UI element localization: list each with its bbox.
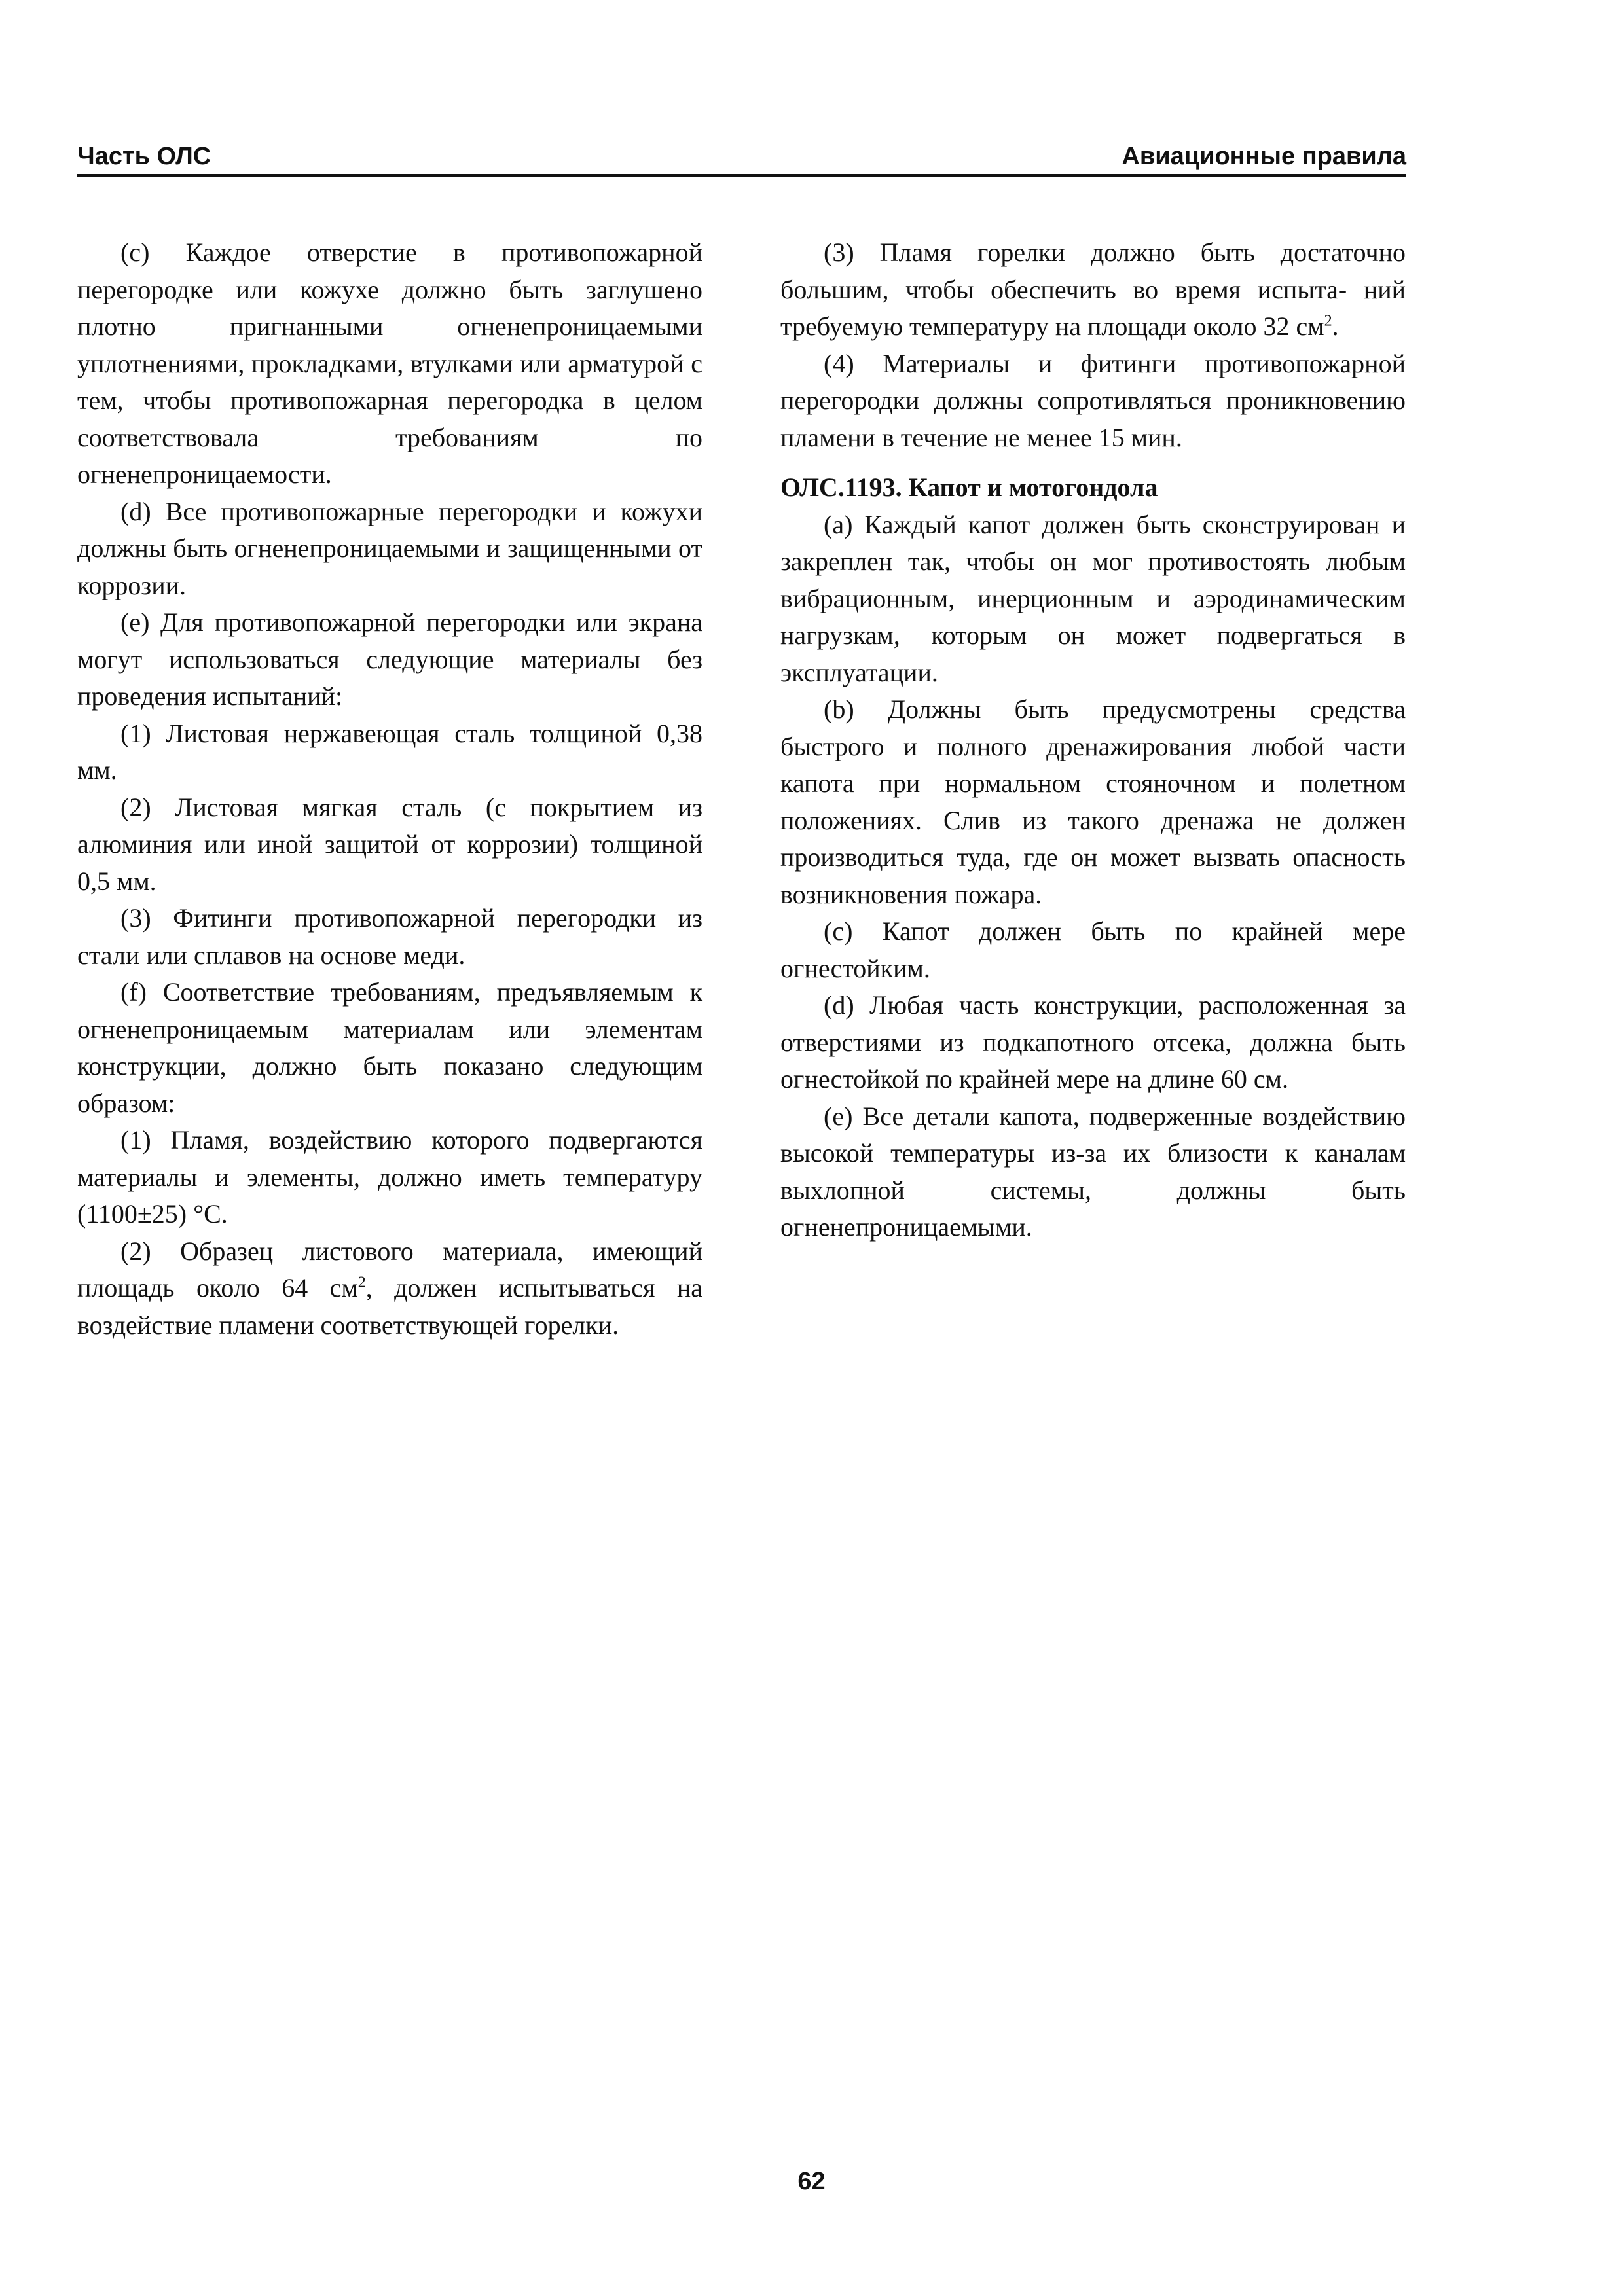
- paragraph: (d) Любая часть конструкции, расположенная за отверстиями из подкапотного отсека, должна быть огнестойкой по крайней мере на длине 60 см.: [780, 990, 1406, 1094]
- section-title: ОЛС.1193. Капот и мотогондола: [780, 473, 1158, 502]
- superscript: 2: [357, 1274, 366, 1291]
- paragraph: [77, 1233, 702, 1344]
- paragraph: (e) Для противопожарной перегородки или экрана могут использоваться следующие материалы без проведения испытаний:: [77, 607, 702, 711]
- paragraph: (d) Все противопожарные перегородки и кожухи должны быть огненепроницаемыми и защищенными от коррозии.: [77, 496, 702, 600]
- right-column: [780, 234, 1406, 1246]
- paragraph: (b) Должны быть предусмотрены средства быстрого и полного дренажирования любой части капота при нормальном стояночном и полетном положениях. Слив из такого дренажа не должен производиться туда, где он может вызвать опасность возникновения пожара.: [780, 694, 1406, 909]
- left-column: [77, 234, 702, 1344]
- text-run: , должен испытываться на воздействие пламени соответствующей горелки.: [77, 1273, 703, 1340]
- paragraph: (a) Каждый капот должен быть сконструирован и закреплен так, чтобы он мог противостоять любым вибрационным, инерционным и аэродинамическим нагрузкам, которым он может подвергаться в эксплуатации.: [780, 509, 1406, 687]
- paragraph: (1) Пламя, воздействию которого подвергаются материалы и элементы, должно иметь температуру (1100±25) °С.: [77, 1125, 702, 1229]
- paragraph: (4) Материалы и фитинги противопожарной перегородки должны сопротивляться проникновению пламени в течение не менее 15 мин.: [780, 348, 1406, 452]
- paragraph: (e) Все детали капота, подверженные воздействию высокой температуры из-за их близости к каналам выхлопной системы, должны быть огненепроницаемыми.: [780, 1101, 1406, 1242]
- header-document-title: Авиационные правила: [1122, 143, 1406, 170]
- paragraph: (1) Листовая нержавеющая сталь толщиной 0,38 мм.: [77, 718, 702, 785]
- header-part-title: Часть ОЛС: [77, 143, 211, 170]
- text-run: (3) Пламя горелки должно быть достаточно большим, чтобы обеспечить во время испыта- ний требуемую температуру на площади около 32 см: [780, 238, 1406, 341]
- paragraph: (2) Листовая мягкая сталь (с покрытием из алюминия или иной защитой от коррозии) толщиной 0,5 мм.: [77, 792, 702, 896]
- paragraph: (c) Каждое отверстие в противопожарной перегородке или кожухе должно быть заглушено плотно пригнанными огненепроницаемыми уплотнениями, прокладками, втулками или арматурой с тем, чтобы противопожарная перегородка в целом соответствовала требованиям по огненепроницаемости.: [77, 238, 702, 489]
- paragraph: (3) Фитинги противопожарной перегородки из стали или сплавов на основе меди.: [77, 903, 702, 970]
- superscript: 2: [1324, 312, 1332, 330]
- paragraph: (f) Соответствие требованиям, предъявляемым к огненепроницаемым материалам или элементам конструкции, должно быть показано следующим образом:: [77, 977, 702, 1118]
- text-run: (2) Образец листового материала, имеющий площадь около 64 см: [77, 1236, 702, 1302]
- paragraph: (c) Капот должен быть по крайней мере огнестойким.: [780, 916, 1406, 983]
- paragraph: [780, 234, 1406, 346]
- page-number: 62: [797, 2168, 826, 2195]
- text-run: .: [1332, 312, 1339, 341]
- page-header: [77, 137, 1406, 177]
